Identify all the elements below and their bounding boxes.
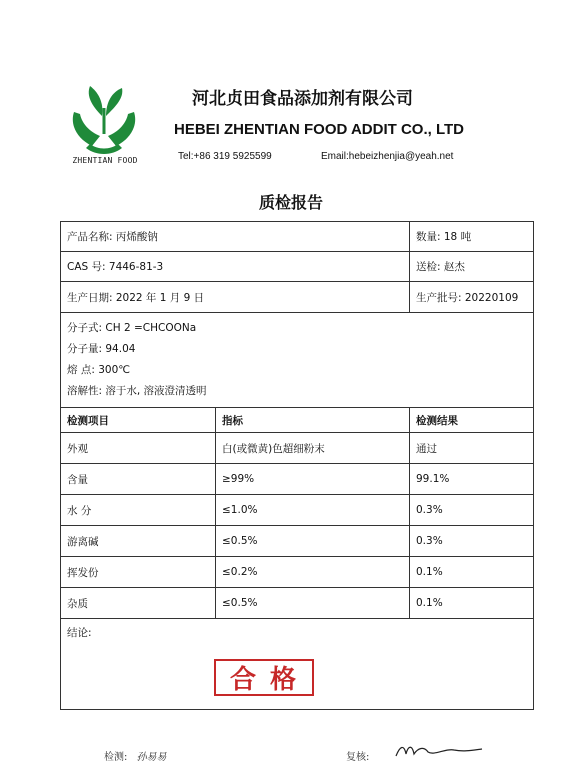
- table-row: [61, 526, 534, 557]
- company-name-cn: 河北贞田食品添加剂有限公司: [192, 89, 413, 109]
- conclusion-cell: [61, 619, 534, 710]
- row-item: 含量: [61, 464, 216, 495]
- company-name-en: HEBEI ZHENTIAN FOOD ADDIT CO., LTD: [174, 121, 464, 138]
- qc-report-table: [60, 221, 534, 710]
- row-item: 水 分: [61, 495, 216, 526]
- row-result: 0.1%: [410, 557, 534, 588]
- row-result: 99.1%: [410, 464, 534, 495]
- row-result: 通过: [410, 433, 534, 464]
- formula-line: 分子式: CH 2 =CHCOONa: [67, 322, 197, 334]
- table-header-row: [61, 408, 534, 433]
- header-item: 检测项目: [61, 408, 216, 433]
- conclusion-label: 结论:: [67, 627, 92, 639]
- pass-stamp: 合格: [214, 659, 314, 696]
- inspect-label: 检测:: [104, 752, 128, 763]
- contact-email: Email:hebeizhenjia@yeah.net: [321, 151, 454, 162]
- report-title: 质检报告: [258, 193, 323, 212]
- quantity-cell: 数量: 18 吨: [410, 222, 534, 252]
- production-date-cell: 生产日期: 2022 年 1 月 9 日: [61, 282, 410, 313]
- batch-no-cell: 生产批号: 20220109: [410, 282, 534, 313]
- contact-tel: Tel:+86 319 5925599: [178, 151, 272, 162]
- row-standard: ≤1.0%: [216, 495, 410, 526]
- product-name-cell: 产品名称: 丙烯酸钠: [61, 222, 410, 252]
- info-row-properties: [61, 313, 534, 408]
- header-standard: 指标: [216, 408, 410, 433]
- table-row: [61, 464, 534, 495]
- mol-weight-line: 分子量: 94.04: [67, 343, 136, 355]
- row-item: 挥发份: [61, 557, 216, 588]
- review-signature: [346, 748, 369, 763]
- row-standard: 白(或微黄)色超细粉末: [216, 433, 410, 464]
- header-result: 检测结果: [410, 408, 534, 433]
- properties-cell: [61, 313, 534, 408]
- melting-point-line: 熔 点: 300℃: [67, 364, 131, 376]
- table-row: [61, 433, 534, 464]
- review-label: 复核:: [346, 752, 370, 763]
- conclusion-row: [61, 619, 534, 710]
- row-standard: ≤0.2%: [216, 557, 410, 588]
- row-standard: ≥99%: [216, 464, 410, 495]
- row-item: 外观: [61, 433, 216, 464]
- row-item: 游离碱: [61, 526, 216, 557]
- row-result: 0.1%: [410, 588, 534, 619]
- logo-text: ZHENTIAN FOOD: [72, 156, 138, 165]
- table-row: [61, 588, 534, 619]
- company-logo: [64, 76, 144, 166]
- inspector-sent-cell: 送检: 赵杰: [410, 252, 534, 282]
- table-row: [61, 495, 534, 526]
- row-result: 0.3%: [410, 495, 534, 526]
- table-row: [61, 557, 534, 588]
- info-row-product: [61, 222, 534, 252]
- row-result: 0.3%: [410, 526, 534, 557]
- info-row-cas: [61, 252, 534, 282]
- cas-cell: CAS 号: 7446-81-3: [61, 252, 410, 282]
- row-standard: ≤0.5%: [216, 588, 410, 619]
- inspect-signature: [104, 748, 167, 763]
- solubility-line: 溶解性: 溶于水, 溶液澄清透明: [67, 385, 207, 397]
- inspect-name: 孙易易: [136, 752, 167, 763]
- review-handwritten-signature: [394, 742, 484, 759]
- row-standard: ≤0.5%: [216, 526, 410, 557]
- info-row-date: [61, 282, 534, 313]
- row-item: 杂质: [61, 588, 216, 619]
